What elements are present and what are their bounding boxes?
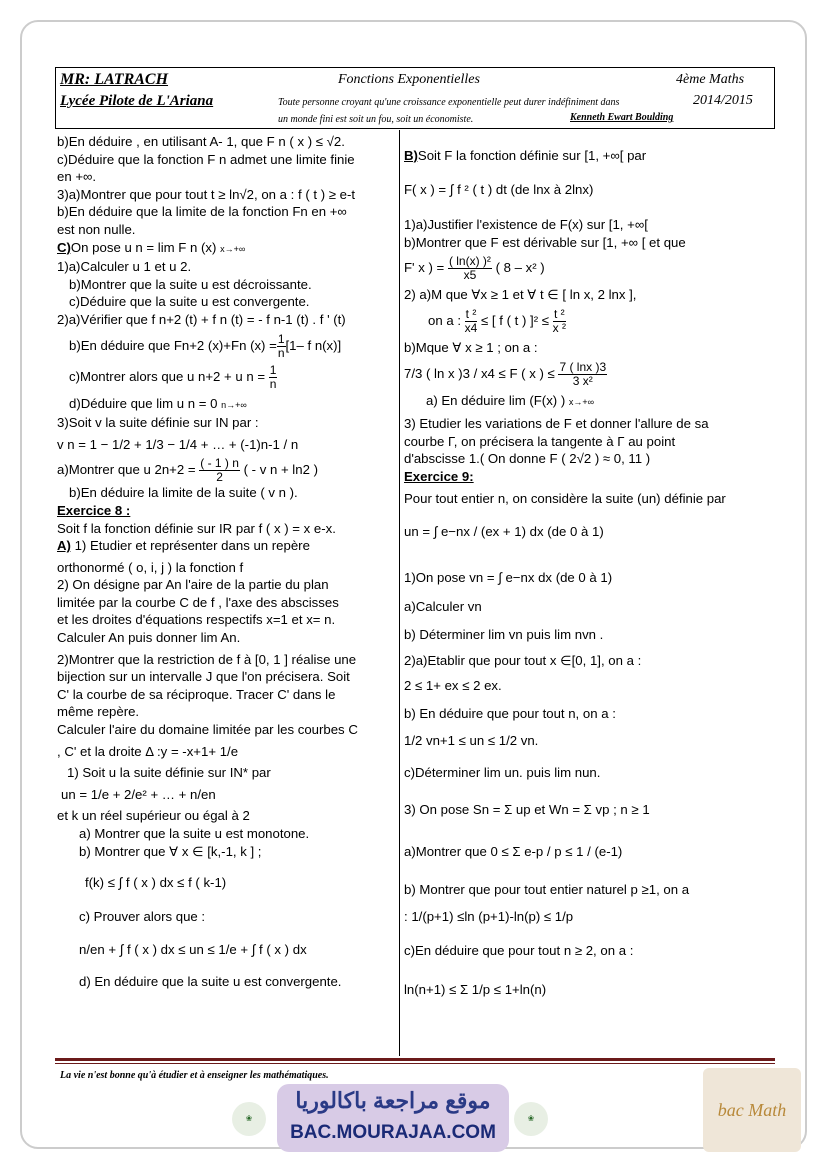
line-text: ( - v n + ln2 ) [243,462,318,478]
frac-den: n [269,376,277,391]
frac-den: x5 [463,268,477,283]
line: 2)a)Vérifier que f n+2 (t) + f n (t) = - f n-1 (t) . f ' (t) [57,311,346,327]
line: c)En déduire que pour tout n ≥ 2, on a : [404,942,634,958]
line [404,361,768,388]
section-label: A) [57,538,71,554]
line [57,364,393,391]
line: bijection sur un intervalle J que l'on précisera. Soit [57,669,350,685]
line: Soit f la fonction définie sur IR par f ( x ) = x e-x. [57,520,336,536]
author: MR: LATRACH [60,71,169,88]
line: et les droites d'équations respectifs x=1 et x= n. [57,612,336,628]
line: 3) On pose Sn = Σ up et Wn = Σ vp ; n ≥ 1 [404,802,650,818]
header-box [55,67,775,129]
line: f(k) ≤ ∫ f ( x ) dx ≤ f ( k-1) [85,875,227,891]
line: d'abscisse 1.( On donne F ( 2√2 ) ≈ 0, 11 ) [404,451,651,467]
line: 1)On pose vn = ∫ e−nx dx (de 0 à 1) [404,569,613,585]
line-text: 1) Etudier et représenter dans un repère [70,538,310,554]
fraction [277,333,286,360]
line: c) Prouver alors que : [79,908,206,924]
line [404,308,768,335]
banner-arabic: موقع مراجعة باكالوريا [295,1088,491,1113]
line: Calculer l'aire du domaine limitée par les courbes C [57,722,358,738]
line: ln(n+1) ≤ Σ 1/p ≤ 1+ln(n) [404,982,547,998]
line: est non nulle. [57,221,136,237]
line: c)Déduire que la fonction F n admet une limite finie [57,151,355,167]
line: c)Déduire que la suite u est convergente. [69,294,310,310]
frac-num: ( ln(x) )² [448,254,491,269]
fraction [553,308,566,335]
exercise-title: Exercice 9: [404,468,474,484]
line: 3) Etudier les variations de F et donner l'allure de sa [404,416,709,432]
line [404,392,768,412]
line: 1/2 vn+1 ≤ un ≤ 1/2 vn. [404,733,539,749]
line: F( x ) = ∫ f ² ( t ) dt (de lnx à 2lnx) [404,181,594,197]
line-text: d)Déduire que lim u n = 0 [69,395,218,411]
line: b)Montrer que F est dérivable sur [1, +∞ [ et que [404,234,686,250]
line [57,457,393,484]
frac-den: 2 [216,470,223,485]
line-text: ≤ [ f ( t ) ]² ≤ [481,312,549,328]
fraction [269,364,278,391]
frac-num: 1 [269,362,277,377]
line: 2)Montrer que la restriction de f à [0, 1 ] réalise une [57,651,357,667]
footer-rule [55,1058,775,1061]
footer-motto: La vie n'est bonne qu'à étudier et à enseigner les mathématiques. [60,1070,329,1081]
line-text: ( 8 – x² ) [495,260,545,276]
line-text: 7/3 ( ln x )3 / x4 ≤ F ( x ) ≤ [404,365,555,381]
line: b) En déduire que pour tout n, on a : [404,705,616,721]
line: a)Montrer que 0 ≤ Σ e-p / p ≤ 1 / (e-1) [404,844,623,860]
line: même repère. [57,704,140,720]
line: b) Montrer que pour tout entier naturel p ≥1, on a [404,881,690,897]
line: v n = 1 − 1/2 + 1/3 − 1/4 + … + (-1)n-1 / n [57,436,299,452]
line: 1)a)Calculer u 1 et u 2. [57,259,192,275]
fraction [448,255,492,282]
line: c)Déterminer lim un. puis lim nun. [404,764,601,780]
line-text: a)Montrer que u 2n+2 = [57,462,196,478]
school: Lycée Pilote de L'Ariana [60,93,214,109]
doc-title: Fonctions Exponentielles [338,72,480,87]
line: 2) a)M que ∀x ≥ 1 et ∀ t ∈ [ ln x, 2 lnx ], [404,287,637,303]
line: , C' et la droite Δ :y = -x+1+ 1/e [57,743,239,759]
line [57,537,393,555]
line: 3)a)Montrer que pour tout t ≥ ln√2, on a : f ( t ) ≥ e-t [57,186,356,202]
line: orthonormé ( o, i, j ) la fonction f [57,559,244,575]
line: 3)Soit v la suite définie sur IN par : [57,415,259,431]
limit-sub: x→+∞ [220,243,246,254]
exercise-title: Exercice 8 : [57,502,131,518]
frac-den: n [277,345,285,360]
line [57,333,393,360]
line [57,395,393,415]
line: 1) Soit u la suite définie sur IN* par [67,765,271,781]
frac-den: x4 [464,320,478,335]
frac-num: 1 [277,331,285,346]
section-label: B) [404,148,418,163]
line: C' la courbe de sa réciproque. Tracer C' dans le [57,686,336,702]
line-text: b)En déduire que Fn+2 (x)+Fn (x) = [69,337,277,353]
line: b) Déterminer lim vn puis lim nvn . [404,626,604,642]
line: b)Montrer que la suite u est décroissante. [69,276,312,292]
line: 2 ≤ 1+ ex ≤ 2 ex. [404,678,502,694]
limit-sub: x→+∞ [568,396,595,407]
line-text: [1– f n(x)] [285,337,342,353]
fraction [465,308,478,335]
site-logo-icon: ❀ [232,1102,266,1136]
line-text: on a : [428,312,461,328]
line: 2) On désigne par An l'aire de la partie du plan [57,577,329,593]
line-text: F' x ) = [404,260,445,276]
banner-url: BAC.MOURAJAA.COM [290,1122,496,1143]
line: : 1/(p+1) ≤ln (p+1)-ln(p) ≤ 1/p [404,909,574,925]
left-column [57,133,393,991]
footer-rule-thin [55,1063,775,1064]
frac-den: 3 x² [572,373,593,388]
site-logo-icon: ❀ [514,1102,548,1136]
line-text: On pose u n = lim F n (x) [70,239,217,255]
line: et k un réel supérieur ou égal à 2 [57,808,250,824]
line: Calculer An puis donner lim An. [57,630,241,646]
line: limitée par la courbe C de f , l'axe des abscisses [57,594,339,610]
line-text: a) En déduire lim (F(x) ) [426,392,566,408]
section-label: C) [57,239,71,255]
line: a) Montrer que la suite u est monotone. [79,826,310,841]
line: d) En déduire que la suite u est convergente. [79,973,342,989]
line: a)Calculer vn [404,599,482,615]
line [404,255,768,282]
line-text: Soit F la fonction définie sur [1, +∞[ par [417,148,647,163]
line: b) Montrer que ∀ x ∈ [k,-1, k ] ; [79,843,262,859]
quote: Toute personne croyant qu'une croissance exponentielle peut durer indéfiniment dans un monde fini est soit un fou, soit un économiste. [278,97,620,125]
fraction [558,361,607,388]
bac-math-logo: bac Math [703,1068,801,1152]
line: 2)a)Etablir que pour tout x ∈[0, 1], on a : [404,652,642,668]
line: un = ∫ e−nx / (ex + 1) dx (de 0 à 1) [404,524,604,540]
column-divider [399,130,400,1056]
frac-num: t ² [465,306,477,321]
right-column [404,147,768,999]
line: n/en + ∫ f ( x ) dx ≤ un ≤ 1/e + ∫ f ( x ) dx [79,942,307,958]
line: b)En déduire , en utilisant A- 1, que F n ( x ) ≤ √2. [57,134,345,149]
level: 4ème Maths [676,72,745,87]
website-banner[interactable] [277,1084,509,1152]
year: 2014/2015 [693,93,753,108]
line: courbe Γ, on précisera la tangente à Γ au point [404,433,676,449]
quote-author: Kenneth Ewart Boulding [570,112,674,123]
line: b)En déduire que la limite de la fonction Fn en +∞ [57,204,347,220]
fraction [199,457,240,484]
line [57,239,393,259]
line: 1)a)Justifier l'existence de F(x) sur [1, +∞[ [404,217,648,233]
frac-num: t ² [553,306,565,321]
line: b)Mque ∀ x ≥ 1 ; on a : [404,339,538,355]
line: un = 1/e + 2/e² + … + n/en [61,786,216,802]
frac-num: ( - 1 ) n [200,456,239,471]
line [404,147,768,165]
line: Pour tout entier n, on considère la suite (un) définie par [404,490,726,506]
line: b)En déduire la limite de la suite ( v n ). [69,485,298,501]
line-text: c)Montrer alors que u n+2 + u n = [69,368,266,384]
frac-den: x ² [552,320,566,335]
limit-sub: n→+∞ [221,399,247,410]
line: en +∞. [57,169,97,185]
frac-num: 7 ( lnx )3 [559,359,607,374]
